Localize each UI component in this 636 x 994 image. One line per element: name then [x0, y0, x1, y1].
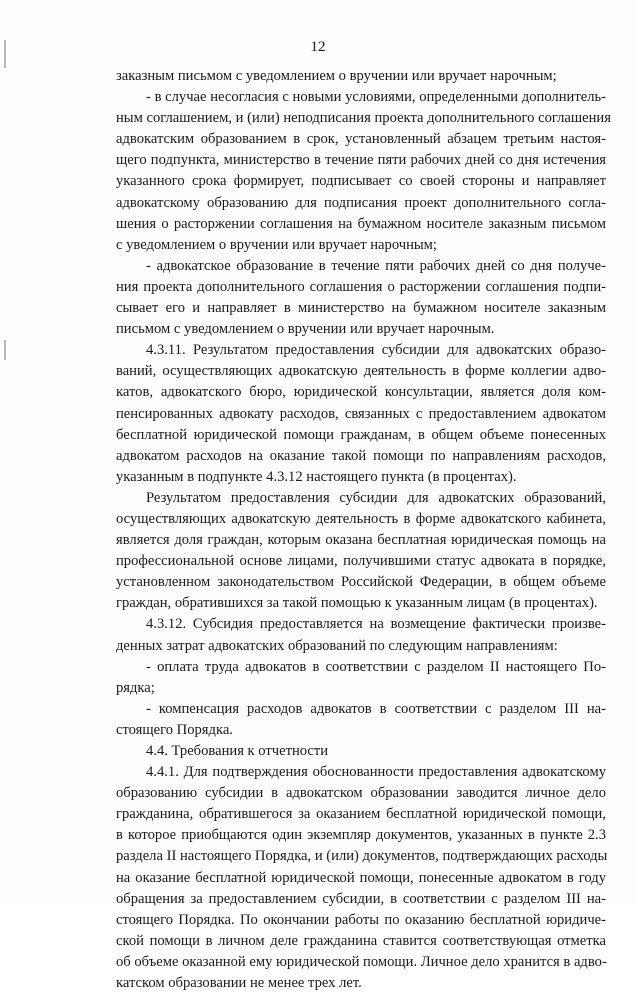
text-line: стоящего Порядка. По окончании работы по оказанию бесплатной юридиче-: [116, 911, 606, 928]
text-line: ваний, осуществляющих адвокатскую деятельность в форме коллегии адво-: [116, 363, 606, 380]
text-line: гражданина, обратившегося за оказанием бесплатной юридической помощи,: [116, 806, 606, 823]
text-line: 4.4.1. Для подтверждения обоснованности предоставления адвокатскому: [146, 764, 606, 781]
text-line: является доля граждан, которым оказана бесплатная юридическая помощь на: [116, 532, 606, 549]
text-line: 4.3.11. Результатом предоставления субсидии для адвокатских образо-: [146, 342, 606, 359]
text-line: 4.4. Требования к отчетности: [146, 743, 329, 759]
text-line: Результатом предоставления субсидии для адвокатских образований,: [146, 489, 606, 506]
text-line: ской помощи в личном деле гражданина ставится соответствующая отметка: [116, 932, 606, 949]
text-line: образованию субсидии в адвокатском образовании заводится личное дело: [116, 785, 606, 802]
text-line: в которое приобщаются один экземпляр документов, указанных в пункте 2.3: [116, 827, 606, 844]
text-line: пенсированных адвокату расходов, связанных с предоставлением адвокатом: [116, 405, 606, 422]
text-line: указанного срока формирует, подписывает со своей стороны и направляет: [116, 173, 606, 190]
text-line: - компенсация расходов адвокатов в соответствии с разделом III на-: [146, 700, 606, 717]
text-line: профессиональной основе лицами, получившими статус адвоката в порядке,: [116, 553, 606, 570]
text-line: с уведомлением о вручении или вручает нарочным;: [116, 236, 437, 253]
text-line: установленном законодательством Российской Федерации, в общем объеме: [116, 574, 606, 591]
text-line: - оплата труда адвокатов в соответствии с разделом II настоящего По-: [146, 658, 606, 675]
text-line: ния проекта дополнительного соглашения о расторжении соглашения подпи-: [116, 278, 606, 295]
text-line: шения о расторжении соглашения на бумажном носителе заказным письмом: [116, 215, 606, 232]
scan-artifact: [4, 340, 6, 360]
text-line: адвокатскому образованию для подписания проект дополнительного согла-: [116, 194, 606, 211]
text-line: бесплатной юридической помощи гражданам, в общем объеме понесенных: [116, 426, 606, 443]
text-line: катском образовании не менее трех лет.: [116, 975, 362, 992]
text-line: письмом с уведомлением о вручении или вручает нарочным.: [116, 321, 495, 338]
text-line: щего подпункта, министерство в течение пяти рабочих дней со дня истечения: [116, 152, 606, 169]
text-line: катов, адвокатского бюро, юридической консультации, является доля ком-: [116, 384, 606, 401]
text-line: адвокатским образованием в срок, установленный абзацем третьим настоя-: [116, 131, 606, 148]
text-line: на оказание бесплатной юридической помощи, понесенные адвокатом в году: [116, 869, 606, 886]
text-line: ным соглашением, и (или) неподписания проекта дополнительного соглашения: [116, 110, 611, 127]
text-line: - в случае несогласия с новыми условиями, определенными дополнитель-: [146, 89, 606, 106]
text-line: раздела II настоящего Порядка, и (или) документов, подтверждающих расходы: [116, 848, 608, 865]
text-line: граждан, обратившихся за такой помощью к указанным лицам (в процентах).: [116, 595, 598, 612]
text-line: обращения за предоставлением субсидии, в соответствии с разделом III на-: [116, 890, 606, 907]
text-line: 4.3.12. Субсидия предоставляется на возмещение фактически произве-: [146, 616, 606, 633]
text-line: осуществляющих адвокатскую деятельность в форме адвокатского кабинета,: [116, 510, 606, 527]
document-body: [116, 66, 611, 994]
text-line: сывает его и направляет в министерство на бумажном носителе заказным: [116, 300, 606, 317]
text-line: денных затрат адвокатских образований по следующим направлениям:: [116, 637, 558, 654]
text-line: - адвокатское образование в течение пяти рабочих дней со дня получе-: [146, 257, 606, 274]
text-line: стоящего Порядка.: [116, 721, 233, 738]
text-line: рядка;: [116, 679, 155, 696]
text-line: указанным в подпункте 4.3.12 настоящего пункта (в процентах).: [116, 468, 517, 485]
text-line: адвокатом расходов на оказание такой помощи по направлениям расходов,: [116, 447, 606, 464]
text-line: заказным письмом с уведомлением о вручении или вручает нарочным;: [116, 68, 557, 84]
text-line: об объеме оказанной ему юридической помощи. Личное дело хранится в адво-: [116, 953, 607, 970]
page-number: 12: [310, 39, 326, 55]
